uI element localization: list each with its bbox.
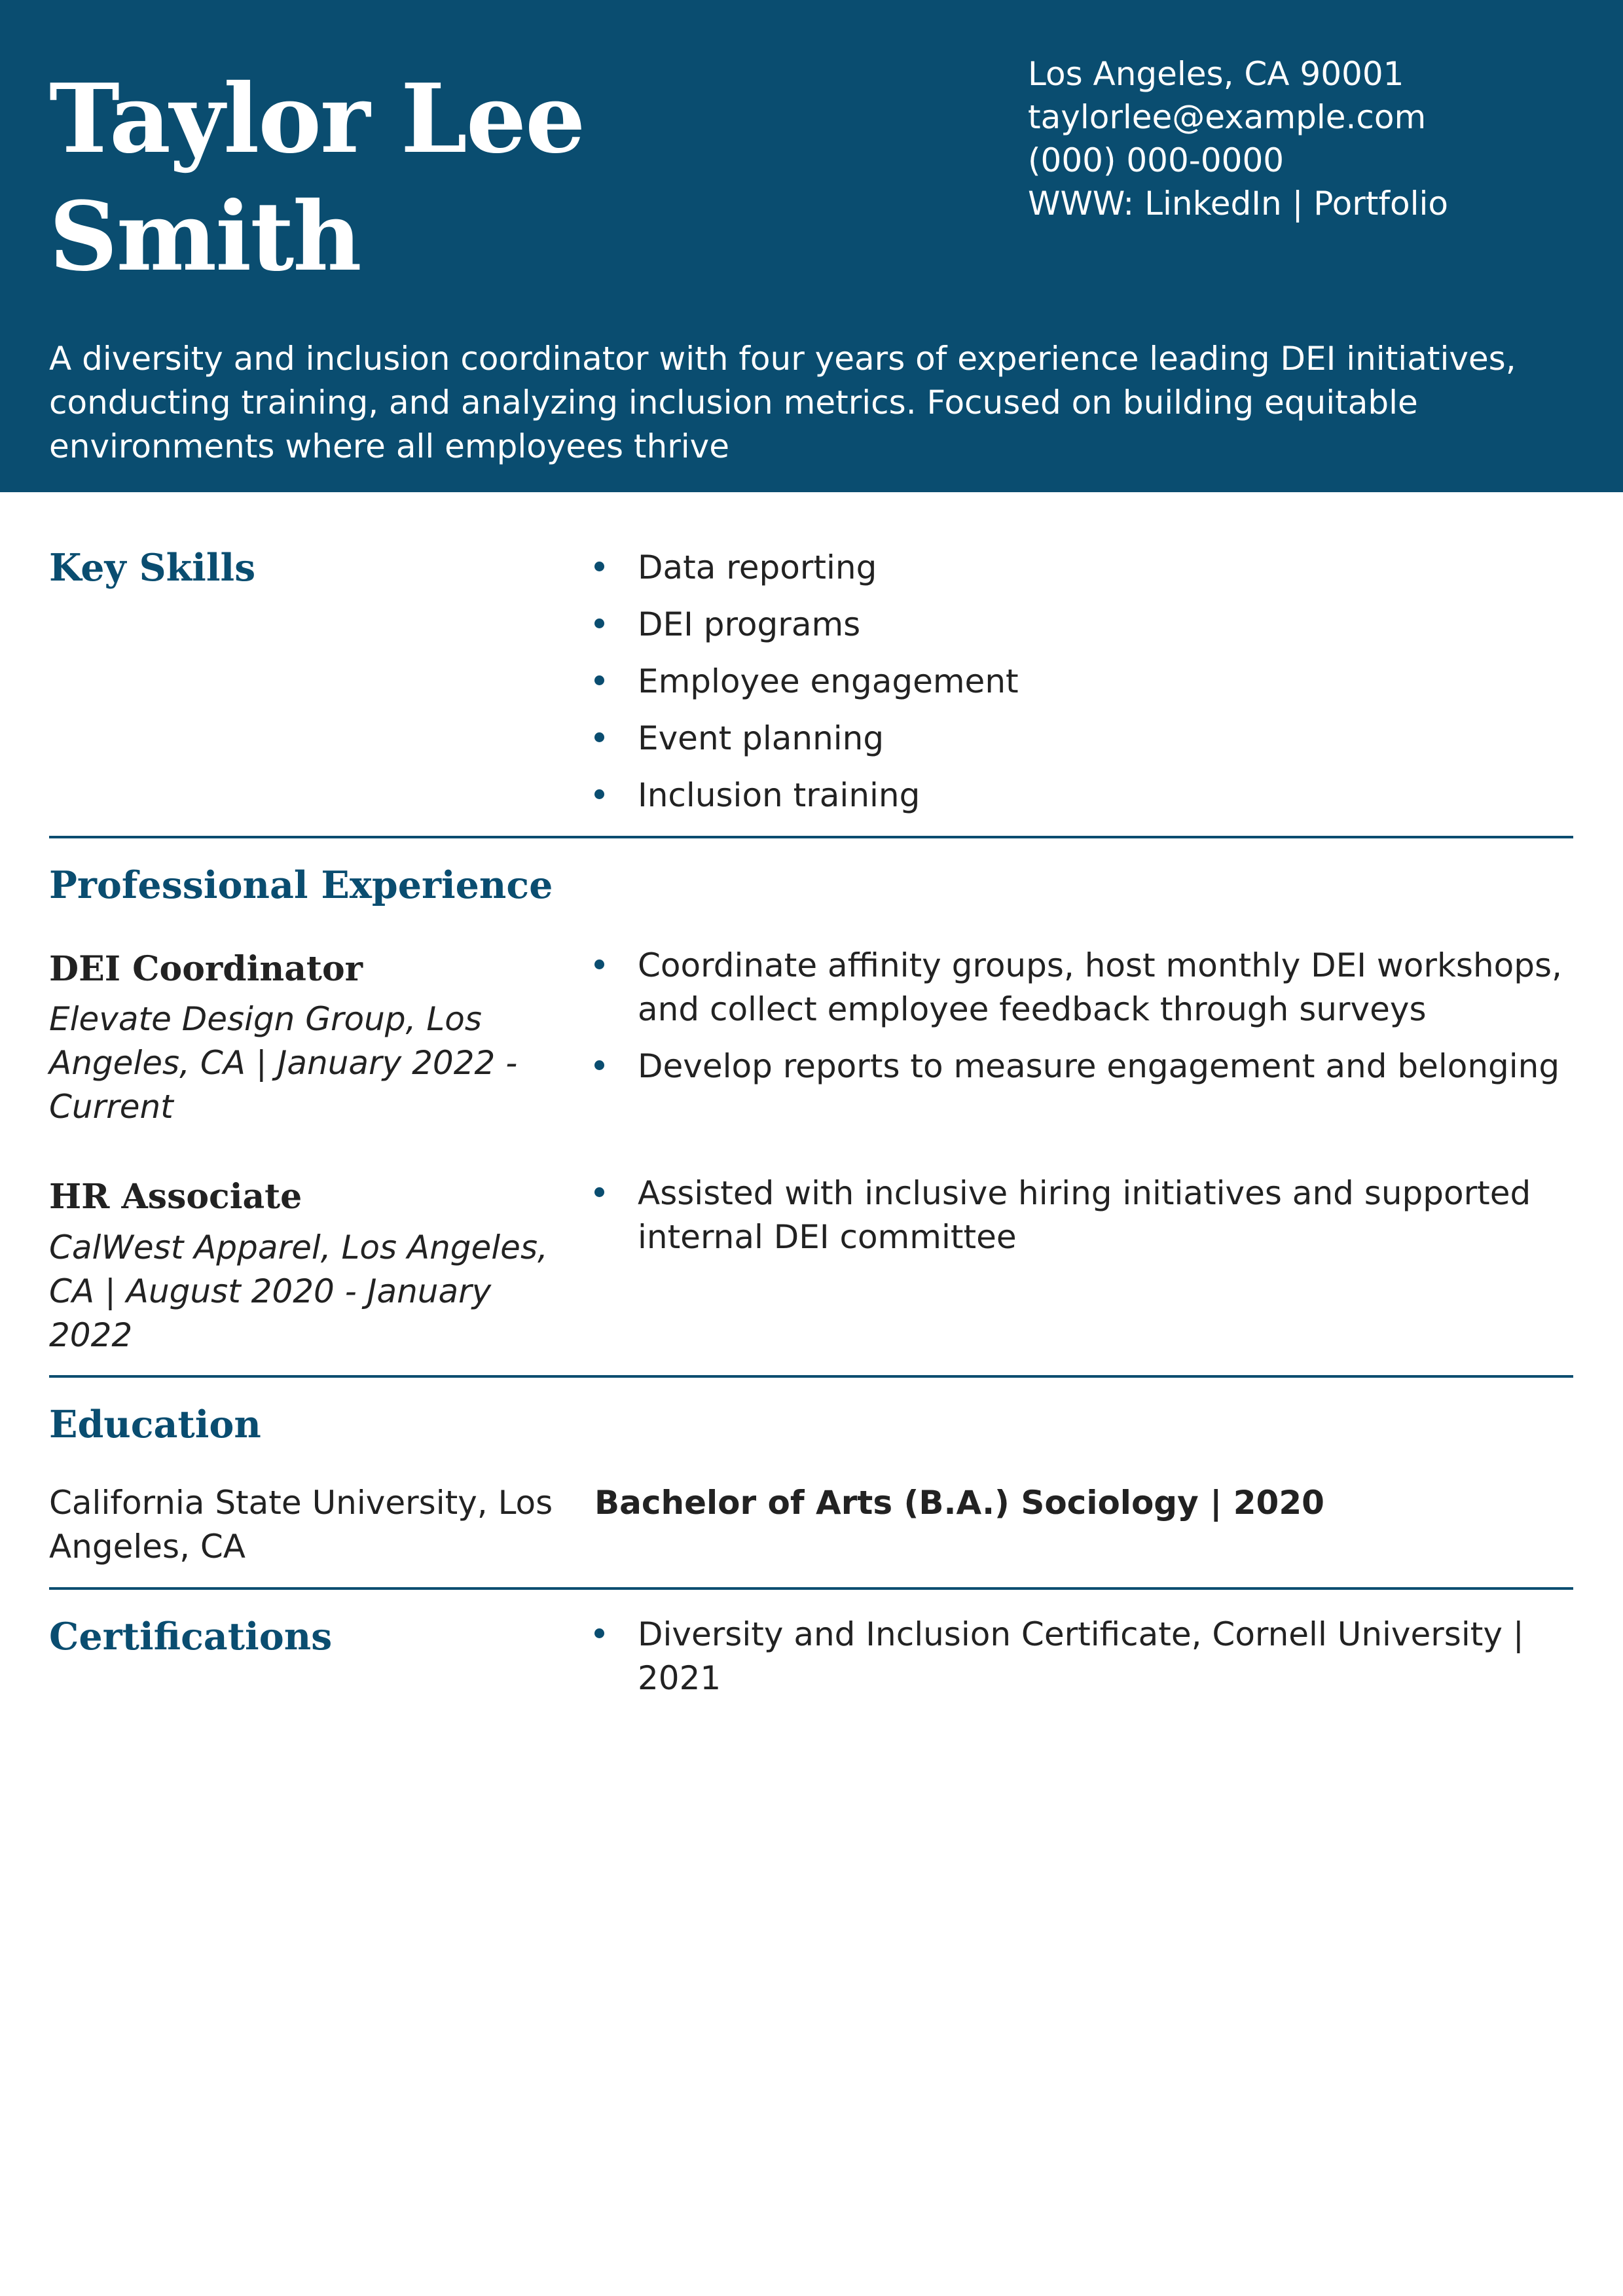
bullet-icon [594,1628,604,1638]
bullet-icon [594,960,604,969]
name-line-2: Smith [49,181,361,293]
bullet-icon [594,789,604,799]
education-section-title: Education [49,1403,261,1446]
bullet-icon [594,562,604,571]
professional-summary: A diversity and inclusion coordinator with four years of experience leading DEI initiatives, conducting training, and analyzing inclusion metrics. Focused on building equitable environments where all employees thrive [49,340,1516,465]
skills-list [594,546,1577,817]
skill-item [594,660,1577,704]
bullet-icon [594,1187,604,1197]
job-company-dates: CalWest Apparel, Los Angeles, CA | August 2020 - January 2022 [49,1229,548,1354]
job-bullet [594,1045,1577,1088]
skill-text: Employee engagement [638,662,1019,700]
skill-text: DEI programs [638,605,861,643]
job-bullets [594,944,1577,1088]
name-line-1: Taylor Lee [49,63,585,175]
education-school: California State University, Los Angeles, CA [49,1484,553,1566]
bullet-text: Coordinate affinity groups, host monthly DEI workshops, and collect employee feedback through surveys [638,946,1562,1028]
experience-section-title: Professional Experience [49,863,553,907]
contact-location: Los Angeles, CA 90001 [1028,55,1404,93]
job-title: DEI Coordinator [49,949,363,989]
section-divider [49,1375,1573,1378]
skill-text: Inclusion training [638,776,921,814]
contact-web-links[interactable]: WWW: LinkedIn | Portfolio [1028,185,1448,223]
bullet-icon [594,1060,604,1070]
job-company-dates: Elevate Design Group, Los Angeles, CA | January 2022 - Current [49,1000,518,1126]
skills-section-title: Key Skills [49,546,256,590]
skill-text: Data reporting [638,548,877,586]
certification-item [594,1613,1577,1700]
certification-text: Diversity and Inclusion Certificate, Cornell University | 2021 [638,1615,1524,1697]
education-degree: Bachelor of Arts (B.A.) Sociology | 2020 [594,1484,1324,1522]
section-divider [49,836,1573,838]
job-bullet [594,944,1577,1031]
job-bullet [594,1172,1577,1259]
skill-text: Event planning [638,719,884,757]
bullet-text: Develop reports to measure engagement and belonging [638,1047,1560,1085]
bullet-icon [594,619,604,628]
certifications-section-title: Certifications [49,1615,333,1659]
section-divider [49,1587,1573,1590]
bullet-icon [594,732,604,742]
bullet-icon [594,675,604,685]
job-title: HR Associate [49,1177,302,1217]
contact-info [1028,52,1591,225]
contact-phone: (000) 000-0000 [1028,141,1285,179]
candidate-name [49,60,769,296]
skill-item [594,717,1577,761]
contact-email[interactable]: taylorlee@example.com [1028,98,1427,136]
job-bullets [594,1172,1577,1259]
skill-item [594,774,1577,817]
certifications-list [594,1613,1577,1700]
resume-header [0,0,1623,492]
skill-item [594,603,1577,647]
bullet-text: Assisted with inclusive hiring initiatives and supported internal DEI committee [638,1174,1531,1256]
skill-item [594,546,1577,590]
